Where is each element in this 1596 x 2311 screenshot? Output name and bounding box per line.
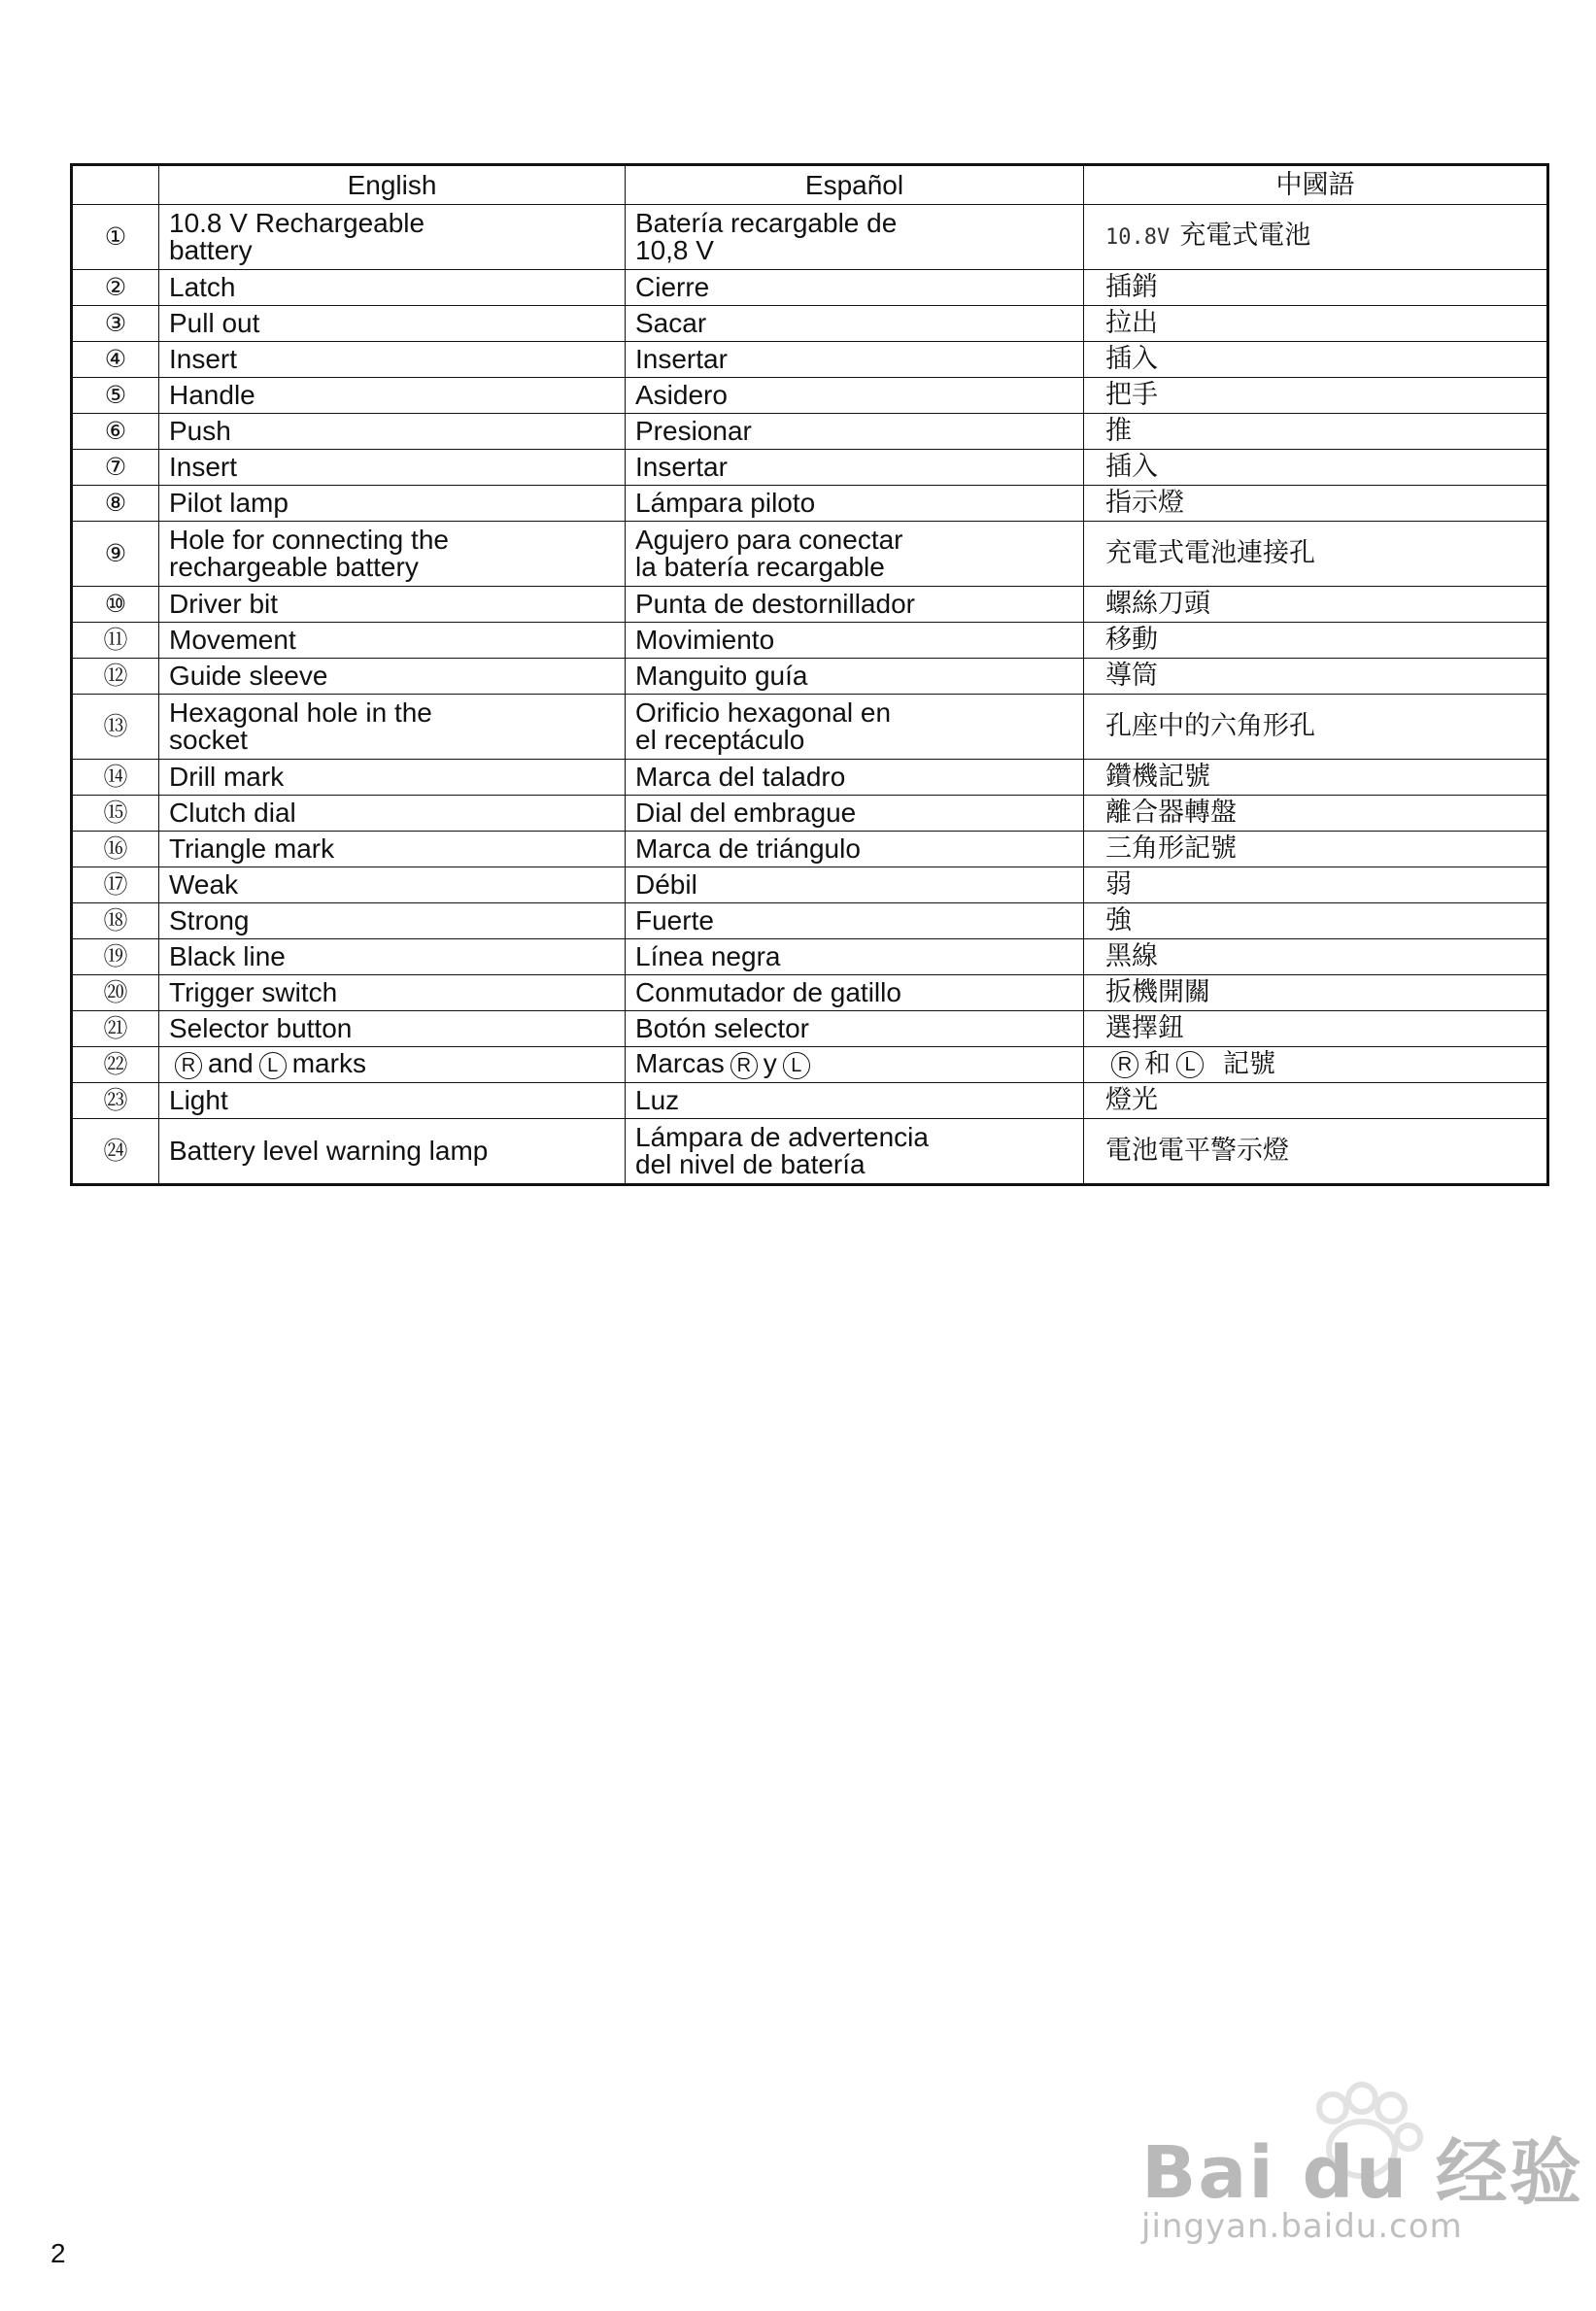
table-row <box>72 522 1548 587</box>
english-text: socket <box>169 725 248 755</box>
spanish-cell <box>626 760 1084 796</box>
english-cell <box>159 975 626 1011</box>
spanish-text: Asidero <box>635 380 728 410</box>
spanish-text: Fuerte <box>635 905 714 935</box>
spanish-cell <box>626 414 1084 450</box>
spanish-text: Insertar <box>635 452 728 482</box>
parts-table <box>70 163 1549 1186</box>
chinese-cell <box>1084 1083 1548 1119</box>
spanish-cell <box>626 1047 1084 1083</box>
spanish-cell <box>626 903 1084 939</box>
english-cell <box>159 270 626 306</box>
table-row <box>72 378 1548 414</box>
chinese-cell <box>1084 867 1548 903</box>
english-cell <box>159 1083 626 1119</box>
item-number: ⑥ <box>72 414 159 450</box>
chinese-text: 鑽機記號 <box>1105 762 1210 792</box>
chinese-text: 黑線 <box>1105 941 1158 971</box>
spanish-text: Dial del embrague <box>635 798 857 828</box>
rotation-mark-icon: L <box>1176 1051 1204 1078</box>
item-number: ⑧ <box>72 486 159 522</box>
spanish-text: Agujero para conectar <box>635 525 903 555</box>
table-row <box>72 306 1548 342</box>
spanish-cell <box>626 522 1084 587</box>
item-number: ⑲ <box>72 939 159 975</box>
chinese-text: 離合器轉盤 <box>1105 798 1237 828</box>
chinese-text: 強 <box>1105 905 1132 935</box>
english-cell <box>159 939 626 975</box>
english-cell <box>159 205 626 270</box>
english-cell <box>159 1119 626 1185</box>
table-header-row <box>72 165 1548 205</box>
english-cell <box>159 378 626 414</box>
english-cell <box>159 903 626 939</box>
chinese-text: 扳機開關 <box>1105 977 1210 1007</box>
item-number: ③ <box>72 306 159 342</box>
item-number: ⑳ <box>72 975 159 1011</box>
item-number: ⑪ <box>72 623 159 659</box>
spanish-text: Insertar <box>635 344 728 374</box>
spanish-cell <box>626 1083 1084 1119</box>
spanish-cell <box>626 486 1084 522</box>
spanish-text: Cierre <box>635 272 710 302</box>
rotation-mark-icon: L <box>259 1052 287 1079</box>
table-row <box>72 1047 1548 1083</box>
watermark-url: jingyan.baidu.com <box>1141 2207 1463 2246</box>
item-number: ⑰ <box>72 867 159 903</box>
header-spanish: Español <box>626 165 1084 205</box>
rotation-mark-icon: R <box>730 1052 758 1079</box>
english-text: Drill mark <box>169 762 285 792</box>
table-row <box>72 939 1548 975</box>
spanish-cell <box>626 587 1084 623</box>
chinese-cell <box>1084 306 1548 342</box>
spanish-cell <box>626 832 1084 867</box>
rotation-mark-icon: R <box>175 1052 202 1079</box>
spanish-text: Marca del taladro <box>635 762 846 792</box>
spanish-cell <box>626 1011 1084 1047</box>
spanish-text: el receptáculo <box>635 725 805 755</box>
chinese-text: 拉出 <box>1105 308 1158 338</box>
english-text: Handle <box>169 380 255 410</box>
chinese-text: 把手 <box>1105 380 1158 410</box>
item-number: ㉑ <box>72 1011 159 1047</box>
item-number: ⑨ <box>72 522 159 587</box>
english-cell <box>159 623 626 659</box>
table-row <box>72 659 1548 695</box>
chinese-cell <box>1084 342 1548 378</box>
chinese-cell <box>1084 378 1548 414</box>
rotation-mark-icon: R <box>1111 1051 1138 1078</box>
item-number: ⑯ <box>72 832 159 867</box>
chinese-cell <box>1084 587 1548 623</box>
chinese-text: 充電式電池連接孔 <box>1105 538 1315 568</box>
table-row <box>72 832 1548 867</box>
chinese-text: 插入 <box>1105 344 1158 374</box>
english-text: Hexagonal hole in the <box>169 697 432 728</box>
item-number: ⑤ <box>72 378 159 414</box>
table-row <box>72 623 1548 659</box>
spanish-text: Línea negra <box>635 941 781 971</box>
english-text: Weak <box>169 869 239 900</box>
chinese-cell <box>1084 1011 1548 1047</box>
watermark-brand: Bai du 经验 <box>1141 2131 1583 2215</box>
english-cell <box>159 450 626 486</box>
english-text: Clutch dial <box>169 798 296 828</box>
rotation-mark-icon: L <box>783 1052 810 1079</box>
spanish-cell <box>626 1119 1084 1185</box>
chinese-text: 選擇鈕 <box>1105 1013 1184 1043</box>
chinese-cell <box>1084 205 1548 270</box>
spanish-text: Orificio hexagonal en <box>635 697 892 728</box>
english-cell <box>159 486 626 522</box>
english-cell <box>159 760 626 796</box>
table-row <box>72 486 1548 522</box>
spanish-text: Movimiento <box>635 625 775 655</box>
english-text: Insert <box>169 452 238 482</box>
english-cell <box>159 522 626 587</box>
item-number: ② <box>72 270 159 306</box>
english-cell <box>159 832 626 867</box>
chinese-text: 孔座中的六角形孔 <box>1105 711 1315 741</box>
table-row <box>72 450 1548 486</box>
table-row <box>72 414 1548 450</box>
spanish-cell <box>626 975 1084 1011</box>
english-text: Pull out <box>169 308 260 338</box>
english-cell <box>159 867 626 903</box>
english-cell <box>159 695 626 760</box>
english-cell <box>159 342 626 378</box>
spanish-cell <box>626 695 1084 760</box>
english-text: 10.8 V Rechargeable <box>169 208 425 238</box>
spanish-text: Marcas <box>635 1048 725 1079</box>
chinese-text: 推 <box>1105 416 1132 446</box>
item-number: ㉒ <box>72 1047 159 1083</box>
header-number <box>72 165 159 205</box>
chinese-cell <box>1084 486 1548 522</box>
chinese-prefix: 10.8V <box>1105 225 1171 250</box>
english-cell <box>159 587 626 623</box>
spanish-text: Marca de triángulo <box>635 833 861 864</box>
english-cell <box>159 796 626 832</box>
english-cell <box>159 414 626 450</box>
spanish-text: Sacar <box>635 308 707 338</box>
chinese-cell <box>1084 796 1548 832</box>
table-row <box>72 342 1548 378</box>
chinese-cell <box>1084 760 1548 796</box>
english-text: Selector button <box>169 1013 353 1043</box>
english-text: Insert <box>169 344 238 374</box>
chinese-cell <box>1084 1119 1548 1185</box>
table-row <box>72 903 1548 939</box>
header-chinese: 中國語 <box>1084 165 1548 205</box>
spanish-text: Batería recargable de <box>635 208 898 238</box>
chinese-text: 記號 <box>1223 1048 1275 1079</box>
spanish-text: Botón selector <box>635 1013 809 1043</box>
spanish-text: del nivel de batería <box>635 1149 866 1179</box>
spanish-cell <box>626 796 1084 832</box>
chinese-text: 充電式電池 <box>1179 221 1311 251</box>
chinese-text: 電池電平警示燈 <box>1105 1136 1289 1166</box>
english-text: rechargeable battery <box>169 552 419 582</box>
chinese-cell <box>1084 832 1548 867</box>
chinese-text: 弱 <box>1105 869 1132 900</box>
english-text: Triangle mark <box>169 833 335 864</box>
item-number: ④ <box>72 342 159 378</box>
chinese-text: 導筒 <box>1105 661 1158 691</box>
item-number: ⑬ <box>72 695 159 760</box>
spanish-text: Lámpara de advertencia <box>635 1122 929 1152</box>
chinese-cell <box>1084 623 1548 659</box>
chinese-cell <box>1084 522 1548 587</box>
table-row <box>72 587 1548 623</box>
header-english: English <box>159 165 626 205</box>
chinese-text: 移動 <box>1105 625 1158 655</box>
chinese-text: 和 <box>1144 1048 1171 1079</box>
chinese-cell <box>1084 903 1548 939</box>
english-text: Guide sleeve <box>169 661 328 691</box>
english-text: Pilot lamp <box>169 488 289 518</box>
spanish-text: Punta de destornillador <box>635 589 915 619</box>
english-text: Push <box>169 416 231 446</box>
english-text: and <box>208 1048 254 1079</box>
english-text: Trigger switch <box>169 977 338 1007</box>
spanish-text: Conmutador de gatillo <box>635 977 901 1007</box>
item-number: ⑫ <box>72 659 159 695</box>
english-text: Black line <box>169 941 286 971</box>
parts-table-body <box>72 205 1548 1185</box>
spanish-cell <box>626 378 1084 414</box>
chinese-text: 插銷 <box>1105 272 1158 302</box>
chinese-cell <box>1084 1047 1548 1083</box>
english-cell <box>159 1011 626 1047</box>
page-number: 2 <box>51 2238 66 2268</box>
spanish-cell <box>626 342 1084 378</box>
spanish-text: Lámpara piloto <box>635 488 816 518</box>
chinese-cell <box>1084 695 1548 760</box>
spanish-text: y <box>763 1048 777 1079</box>
spanish-text: 10,8 V <box>635 235 714 265</box>
spanish-cell <box>626 623 1084 659</box>
english-text: Light <box>169 1085 228 1115</box>
chinese-text: 燈光 <box>1105 1085 1158 1115</box>
item-number: ⑱ <box>72 903 159 939</box>
table-row <box>72 1011 1548 1047</box>
chinese-cell <box>1084 975 1548 1011</box>
spanish-cell <box>626 450 1084 486</box>
item-number: ⑦ <box>72 450 159 486</box>
item-number: ㉔ <box>72 1119 159 1185</box>
item-number: ⑩ <box>72 587 159 623</box>
english-text: battery <box>169 235 253 265</box>
english-text: Hole for connecting the <box>169 525 449 555</box>
spanish-cell <box>626 939 1084 975</box>
english-cell <box>159 306 626 342</box>
chinese-cell <box>1084 939 1548 975</box>
item-number: ⑭ <box>72 760 159 796</box>
spanish-cell <box>626 659 1084 695</box>
item-number: ① <box>72 205 159 270</box>
english-cell <box>159 1047 626 1083</box>
chinese-cell <box>1084 270 1548 306</box>
spanish-cell <box>626 306 1084 342</box>
table-row <box>72 695 1548 760</box>
spanish-text: Luz <box>635 1085 680 1115</box>
table-row <box>72 205 1548 270</box>
english-text: Driver bit <box>169 589 279 619</box>
english-text: Movement <box>169 625 296 655</box>
table-row <box>72 796 1548 832</box>
item-number: ㉓ <box>72 1083 159 1119</box>
spanish-text: Manguito guía <box>635 661 808 691</box>
table-row <box>72 1119 1548 1185</box>
chinese-cell <box>1084 414 1548 450</box>
spanish-cell <box>626 270 1084 306</box>
spanish-text: la batería recargable <box>635 552 885 582</box>
chinese-cell <box>1084 659 1548 695</box>
spanish-text: Débil <box>635 869 697 900</box>
table-row <box>72 867 1548 903</box>
table-row <box>72 975 1548 1011</box>
table-row <box>72 1083 1548 1119</box>
chinese-text: 螺絲刀頭 <box>1105 589 1210 619</box>
english-text: Latch <box>169 272 236 302</box>
spanish-text: Presionar <box>635 416 752 446</box>
english-text: Strong <box>169 905 250 935</box>
table-row <box>72 760 1548 796</box>
table-row <box>72 270 1548 306</box>
chinese-text: 指示燈 <box>1105 488 1184 518</box>
item-number: ⑮ <box>72 796 159 832</box>
chinese-cell <box>1084 450 1548 486</box>
english-text: Battery level warning lamp <box>169 1136 489 1166</box>
chinese-text: 三角形記號 <box>1105 833 1237 864</box>
spanish-cell <box>626 205 1084 270</box>
english-cell <box>159 659 626 695</box>
chinese-text: 插入 <box>1105 452 1158 482</box>
english-text: marks <box>291 1048 366 1079</box>
spanish-cell <box>626 867 1084 903</box>
